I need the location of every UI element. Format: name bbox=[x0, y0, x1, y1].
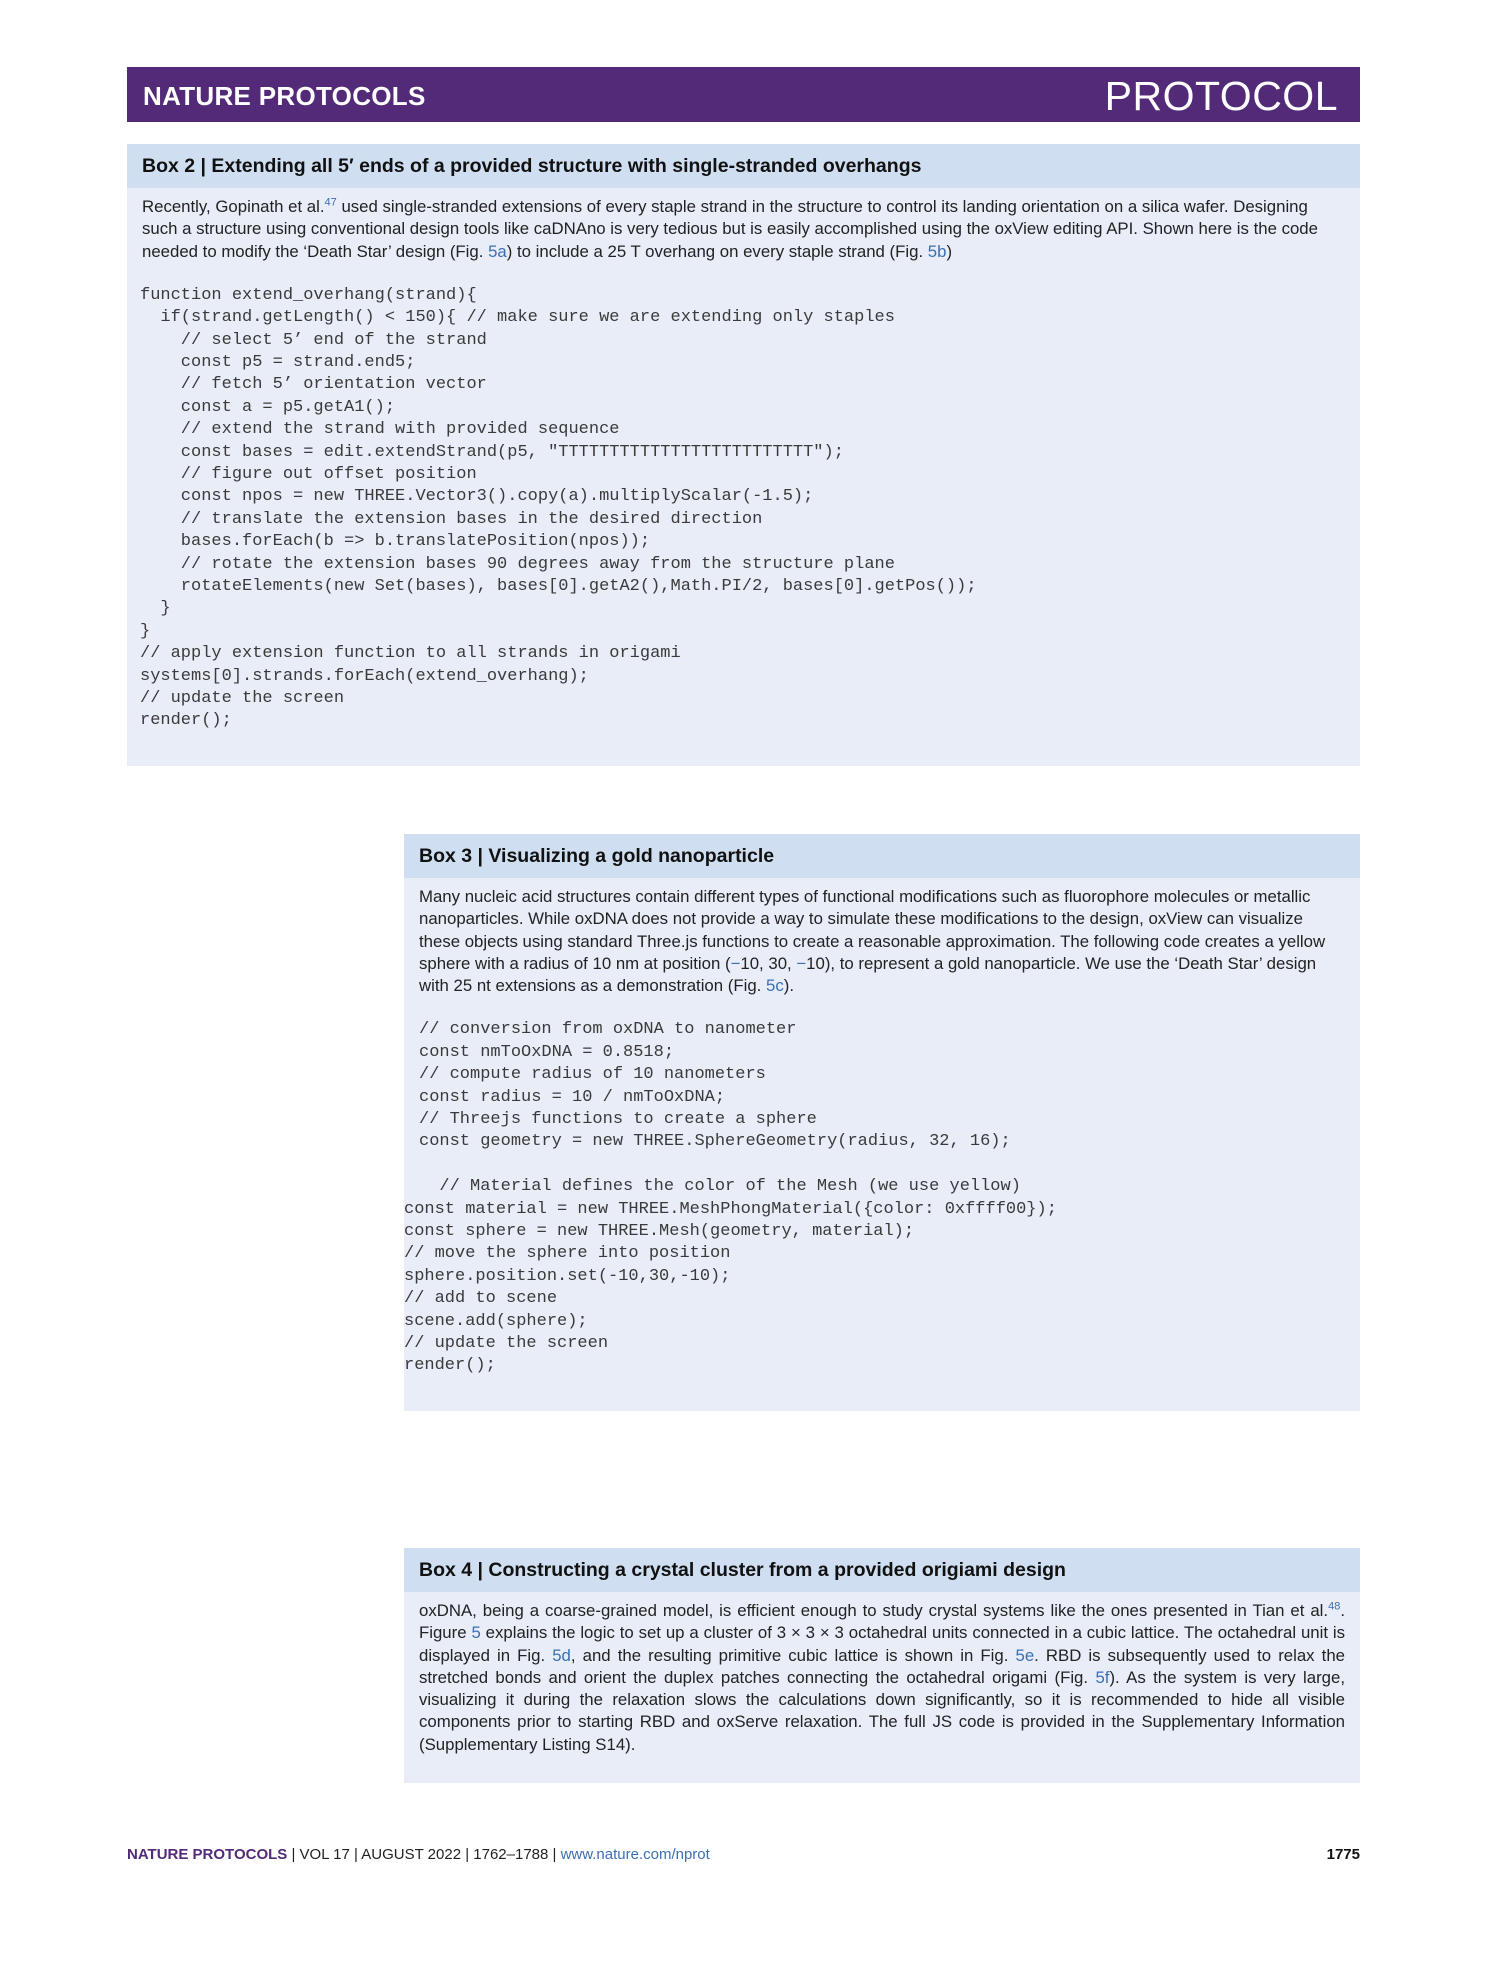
code-line: // Material defines the color of the Mesh (we use yellow) bbox=[419, 1177, 1021, 1197]
footer-citation: VOL 17 | AUGUST 2022 | 1762–1788 | bbox=[299, 1846, 561, 1863]
code-line: const a = p5.getA1(); bbox=[140, 397, 396, 417]
code-line: const sphere = new THREE.Mesh(geometry, material); bbox=[404, 1222, 915, 1241]
code-line: // update the screen bbox=[404, 1333, 609, 1353]
code-line: } bbox=[140, 599, 171, 619]
box-3 bbox=[404, 834, 1360, 1411]
page-footer bbox=[127, 1846, 1360, 1863]
code-line: // translate the extension bases in the desired direction bbox=[140, 509, 763, 529]
code-line: scene.add(sphere); bbox=[404, 1311, 588, 1331]
box-3-code-block bbox=[419, 1019, 1345, 1198]
code-line: bases.forEach(b => b.translatePosition(npos)); bbox=[140, 532, 651, 552]
box-2-code-block bbox=[140, 285, 1345, 733]
code-line: const material = new THREE.MeshPhongMaterial({color: 0xffff00}); bbox=[404, 1199, 1057, 1219]
code-line: render(); bbox=[404, 1356, 496, 1376]
code-line: // rotate the extension bases 90 degrees away from the structure plane bbox=[140, 554, 895, 574]
code-line: // add to scene bbox=[404, 1289, 558, 1309]
code-line bbox=[419, 1154, 1345, 1176]
code-line: } bbox=[140, 621, 151, 641]
code-line: // Threejs functions to create a sphere bbox=[419, 1110, 817, 1130]
journal-name: NATURE PROTOCOLS bbox=[143, 81, 426, 111]
code-line: // compute radius of 10 nanometers bbox=[419, 1065, 766, 1085]
code-line: systems[0].strands.forEach(extend_overhang); bbox=[140, 666, 589, 686]
box-4-body bbox=[404, 1592, 1360, 1756]
footer-url-link[interactable]: www.nature.com/nprot bbox=[560, 1846, 710, 1863]
code-line: render(); bbox=[140, 711, 232, 731]
box-3-body bbox=[404, 878, 1360, 1199]
code-line: // figure out offset position bbox=[140, 465, 477, 485]
reference-link[interactable]: 47 bbox=[324, 196, 337, 209]
code-line: // extend the strand with provided sequence bbox=[140, 420, 620, 440]
footer-journal-name: NATURE PROTOCOLS bbox=[127, 1846, 288, 1863]
code-line: // apply extension function to all strands in origami bbox=[140, 644, 681, 664]
code-line: const nmToOxDNA = 0.8518; bbox=[419, 1042, 675, 1062]
figure-link[interactable]: 5c bbox=[766, 976, 784, 996]
code-line: // fetch 5’ orientation vector bbox=[140, 375, 487, 395]
box-4 bbox=[404, 1548, 1360, 1783]
figure-link[interactable]: 5d bbox=[552, 1645, 571, 1665]
figure-link[interactable]: 5 bbox=[471, 1623, 481, 1643]
box-3-code-block-continued bbox=[404, 1199, 1360, 1378]
code-line: function extend_overhang(strand){ bbox=[140, 285, 477, 305]
code-line: const bases = edit.extendStrand(p5, "TTTTTTTTTTTTTTTTTTTTTTTTT"); bbox=[140, 442, 844, 462]
code-line: // select 5’ end of the strand bbox=[140, 330, 487, 350]
figure-link[interactable]: 5b bbox=[927, 241, 947, 261]
code-line: // conversion from oxDNA to nanometer bbox=[419, 1020, 797, 1040]
code-line: const geometry = new THREE.SphereGeometry(radius, 32, 16); bbox=[419, 1132, 1011, 1152]
box-4-paragraph: oxDNA, being a coarse-grained model, is efficient enough to study crystal systems like the ones presented in Tian et al.$^{48}$. Figure 5 explains the logic to set up a cluster of 3 × 3 × 3 octahedral units connected in a cubic lattice. The octahedral unit is displayed in Fig. 5d, and the resulting primitive cubic lattice is shown in Fig. 5e. RBD is subsequently used to relax the stretched bonds and orient the duplex patches connecting the octahedral origami (Fig. 5f). As the system is very large, visualizing it during the relaxation slows the calculations down significantly, so it is recommended to hide all visible components prior to starting RBD and oxServe relaxation. The full JS code is provided in the Supplementary Information (Supplementary Listing S14). bbox=[419, 1600, 1345, 1754]
box-2-paragraph: Recently, Gopinath et al.$^{47}$ used single-stranded extensions of every staple strand in the structure to control its landing orientation on a silica wafer. Designing such a structure using conventional design tools like caDNAno is very tedious but is easily accomplished using the oxView editing API. Shown here is the code needed to modify the ‘Death Star’ design (Fig. 5a) to include a 25 T overhang on every staple strand (Fig. 5b) bbox=[142, 196, 1318, 261]
code-line: // move the sphere into position bbox=[404, 1244, 731, 1264]
code-line: sphere.position.set(-10,30,-10); bbox=[404, 1266, 731, 1286]
box-2-title: Box 2 | Extending all 5′ ends of a provided structure with single-stranded overhangs bbox=[127, 144, 1360, 188]
reference-link[interactable]: 48 bbox=[1328, 1600, 1341, 1613]
box-3-title: Box 3 | Visualizing a gold nanoparticle bbox=[404, 834, 1360, 878]
article-type: PROTOCOL bbox=[1104, 73, 1338, 119]
box-2 bbox=[127, 144, 1360, 766]
code-line: const npos = new THREE.Vector3().copy(a).multiplyScalar(-1.5); bbox=[140, 487, 814, 507]
box-3-paragraph: Many nucleic acid structures contain different types of functional modifications such as fluorophore molecules or metallic nanoparticles. While oxDNA does not provide a way to simulate these modifications to the design, oxView can visualize these objects using standard Three.js functions to create a reasonable approximation. The following code creates a yellow sphere with a radius of 10 nm at position (−10, 30, −10), to represent a gold nanoparticle. We use the ‘Death Star’ design with 25 nt extensions as a demonstration (Fig. 5c). bbox=[419, 887, 1326, 996]
code-line: rotateElements(new Set(bases), bases[0].getA2(),Math.PI/2, bases[0].getPos()); bbox=[140, 576, 977, 596]
code-line: const radius = 10 / nmToOxDNA; bbox=[419, 1087, 726, 1107]
page-number: 1775 bbox=[1326, 1846, 1360, 1863]
box-2-body bbox=[127, 188, 1360, 733]
code-line: // update the screen bbox=[140, 688, 345, 708]
code-line: const p5 = strand.end5; bbox=[140, 353, 416, 373]
figure-link[interactable]: 5e bbox=[1015, 1645, 1035, 1665]
code-line: if(strand.getLength() < 150){ // make sure we are extending only staples bbox=[140, 308, 895, 328]
journal-header-bar bbox=[127, 67, 1360, 122]
figure-link[interactable]: 5f bbox=[1095, 1667, 1110, 1687]
box-4-title: Box 4 | Constructing a crystal cluster from a provided origiami design bbox=[404, 1548, 1360, 1592]
footer-divider: | bbox=[291, 1846, 300, 1863]
figure-link[interactable]: 5a bbox=[488, 241, 507, 261]
